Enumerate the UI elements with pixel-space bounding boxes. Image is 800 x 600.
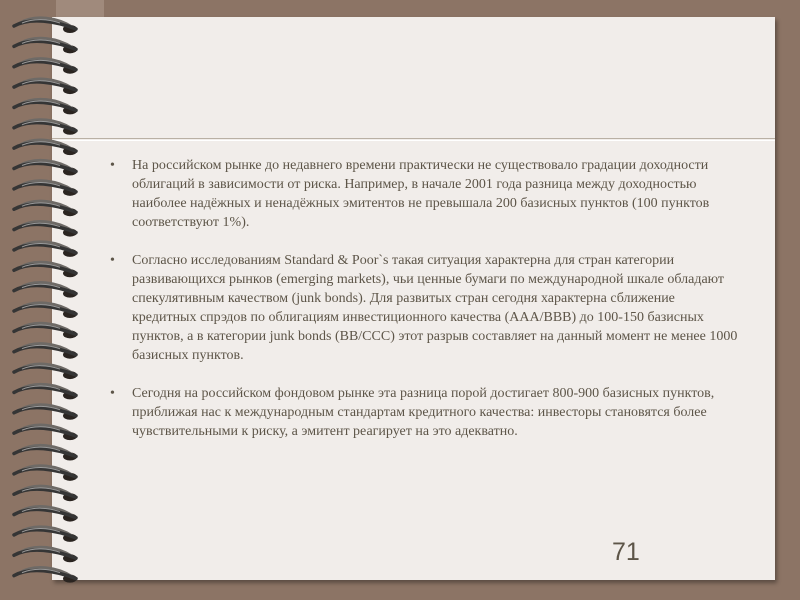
spiral-ring [14,140,77,155]
spiral-ring [14,568,77,583]
spiral-ring [14,527,77,542]
spiral-ring [14,18,77,33]
paragraph-text: На российском рынке до недавнего времени практически не существовало градации доходности облигаций в зависимости от риска. Например, в начале 2001 года разница между доходностью наиболее надёжных и ненадёжных эмитентов не превышала 200 базисных пунктов (100 пунктов соответствуют 1%). [132,158,710,230]
spiral-ring [14,38,77,53]
spiral-ring [14,466,77,481]
spiral-ring [14,547,77,562]
spiral-ring [14,181,77,196]
bullet-paragraph [110,384,740,441]
spiral-ring [14,405,77,420]
page-number: 71 [612,538,640,566]
bullet-icon: • [110,253,115,268]
spiral-ring [14,344,77,359]
spiral-ring [14,201,77,216]
spiral-ring [14,364,77,379]
bullet-paragraph [110,156,740,232]
spiral-binding-icon [0,14,100,584]
spiral-ring [14,221,77,236]
spiral-ring [14,59,77,74]
paragraph-text: Сегодня на российском фондовом рынке эта разница порой достигает 800-900 базисных пунктов, приближая нас к международным стандартам кредитного качества: инвесторы становятся более чувствительными к риску, а эмитент реагирует на это адекватно. [132,386,715,439]
paragraph-text: Согласно исследованиям Standard & Poor`s такая ситуация характерна для стран категории развивающихся рынков (emerging markets), чьи ценные бумаги по международной шкале обладают спекулятивным качеством (junk bonds). Для развитых стран сегодня характерна сближение кредитных спрэдов по облигациям инвестиционного качества (AAA/BBB) до 100-150 базисных пунктов, а в категории junk bonds (BB/CCC) этот разрыв составляет на данный момент не менее 1000 базисных пунктов. [132,253,738,363]
notebook-page [52,17,775,580]
bullet-icon: • [110,386,115,401]
spiral-ring [14,384,77,399]
spiral-ring [14,120,77,135]
spiral-ring [14,99,77,114]
spiral-ring [14,303,77,318]
bullet-paragraph [110,251,740,365]
spiral-ring [14,79,77,94]
spiral-ring [14,506,77,521]
bullet-icon: • [110,158,115,173]
spiral-ring [14,262,77,277]
spiral-ring [14,445,77,460]
spiral-ring [14,283,77,298]
spiral-ring [14,323,77,338]
spiral-ring [14,425,77,440]
spiral-ring [14,486,77,501]
spiral-ring [14,160,77,175]
slide-content [110,156,740,460]
spiral-ring [14,242,77,257]
title-divider [52,138,775,139]
